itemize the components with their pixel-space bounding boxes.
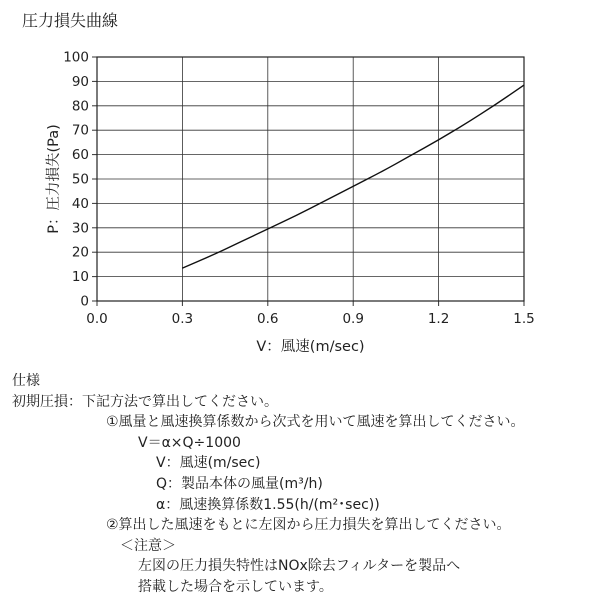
x-tick-label: 0.0 xyxy=(86,311,108,327)
x-tick-label: 0.3 xyxy=(171,311,194,327)
y-tick-label: 30 xyxy=(71,220,89,237)
note-line-2: 搭載した場合を示しています。 xyxy=(138,578,333,595)
spec-definition-v: V：風速(m/sec) xyxy=(156,455,261,472)
specification-section xyxy=(8,371,525,598)
y-tick-label: 40 xyxy=(71,195,89,212)
y-tick-label: 80 xyxy=(71,98,89,115)
y-tick-label: 90 xyxy=(71,73,89,90)
spec-definition-q: Q：製品本体の風量(m³/h) xyxy=(156,475,323,492)
x-tick-label: 0.9 xyxy=(342,311,364,327)
spec-step-1: ①風量と風速換算係数から次式を用いて風速を算出してください。 xyxy=(106,414,525,431)
spec-heading: 仕様 xyxy=(12,373,40,389)
spec-formula: V＝α×Q÷1000 xyxy=(138,434,241,451)
pressure-loss-chart xyxy=(0,40,600,360)
y-tick-label: 0 xyxy=(80,293,89,310)
x-tick-label: 0.6 xyxy=(257,311,279,327)
spec-definition-alpha: α：風速換算係数1.55(h/(m²･sec)) xyxy=(156,496,380,513)
x-axis-label: V：風速(m/sec) xyxy=(256,339,365,355)
y-tick-label: 20 xyxy=(71,244,89,261)
y-tick-label: 60 xyxy=(71,147,89,164)
x-tick-label: 1.2 xyxy=(427,311,450,327)
y-tick-label: 10 xyxy=(71,269,89,286)
note-line-1: 左図の圧力損失特性はNOx除去フィルターを製品へ xyxy=(138,558,461,575)
y-tick-label: 100 xyxy=(63,49,89,66)
y-tick-label: 70 xyxy=(71,122,89,139)
note-heading: ＜注意＞ xyxy=(120,537,176,554)
y-axis-label: P：圧力損失(Pa) xyxy=(46,124,62,234)
y-tick-label: 50 xyxy=(71,171,89,188)
spec-step-2: ②算出した風速をもとに左図から圧力損失を算出してください。 xyxy=(106,517,511,534)
spec-initial-pressure-loss: 初期圧損：下記方法で算出してください。 xyxy=(12,393,278,410)
x-tick-label: 1.5 xyxy=(513,311,535,327)
page-title: 圧力損失曲線 xyxy=(22,11,119,30)
